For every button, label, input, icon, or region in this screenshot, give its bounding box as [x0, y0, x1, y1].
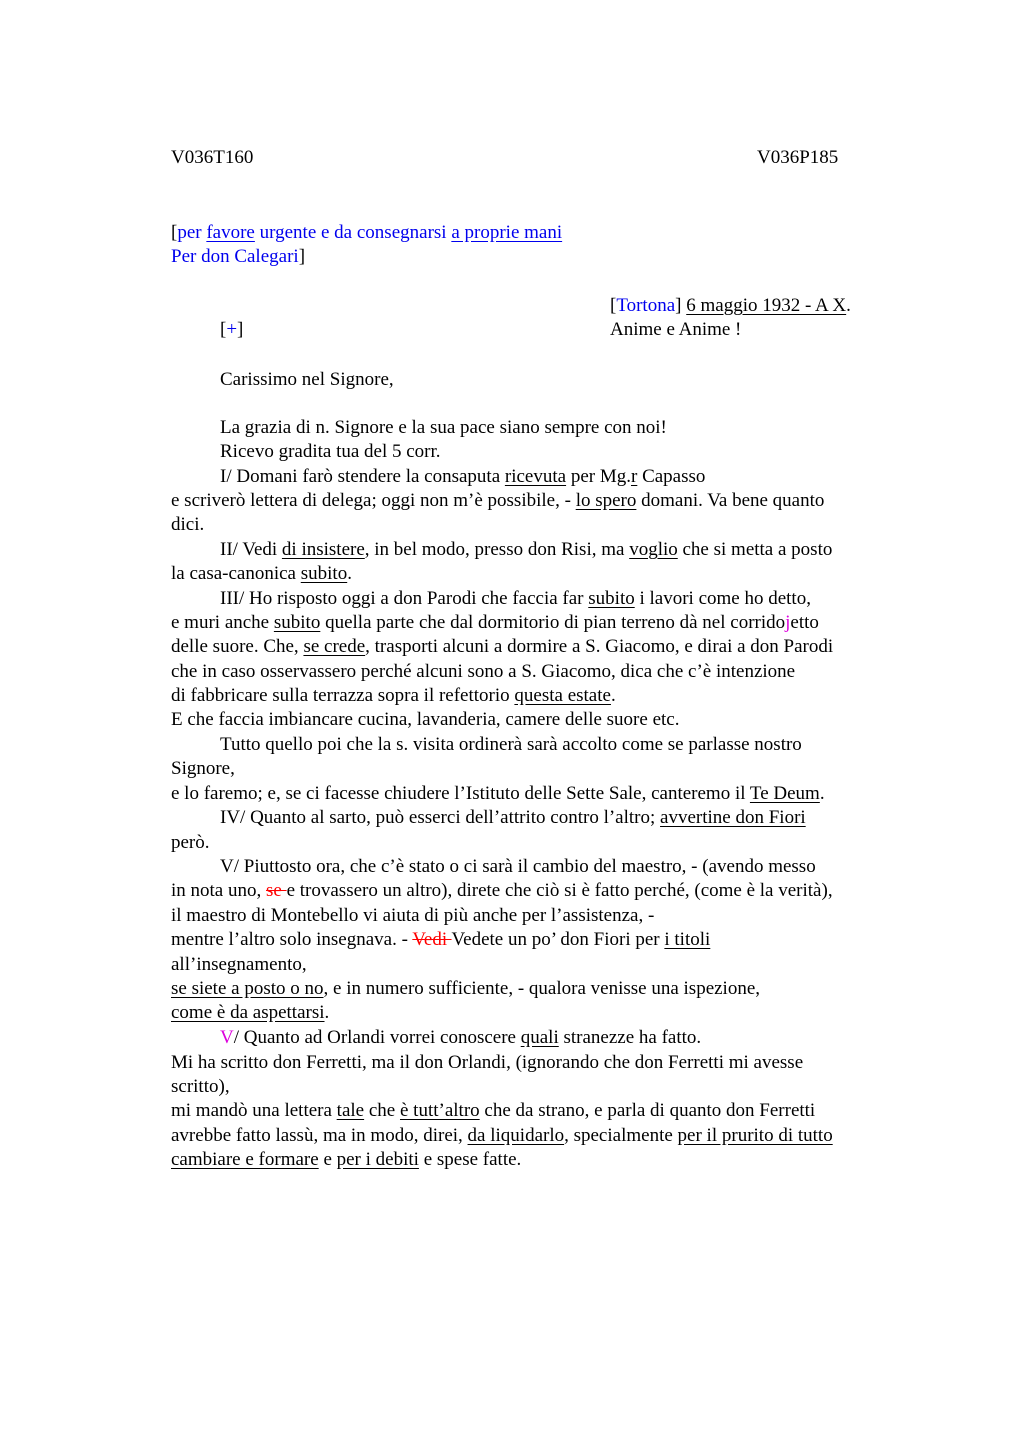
text-run: che da strano, e parla di quanto don Ferretti — [479, 1100, 816, 1121]
text-run: mentre l’altro solo insegnava. - — [171, 929, 413, 950]
underlined-text: avvertine don Fiori — [660, 807, 806, 828]
text-run: Capasso — [637, 466, 706, 487]
text-run: Vedete un po’ don Fiori per — [451, 929, 665, 950]
text-run: la casa-canonica — [171, 563, 301, 584]
salutation: Carissimo nel Signore, — [220, 369, 394, 390]
body-line — [171, 1148, 521, 1172]
place-date — [610, 294, 851, 318]
body-line: Tutto quello poi che la s. visita ordinerà sarà accolto come se parlasse nostro — [220, 734, 802, 755]
body-line — [171, 489, 824, 513]
underlined-text: subito — [588, 588, 635, 609]
cross-icon: + — [226, 319, 238, 340]
text-run: delle suore. Che, — [171, 636, 304, 657]
editorial-text: Per don Calegari — [171, 246, 299, 267]
underlined-text: r — [630, 466, 638, 487]
text-run: i lavori come ho detto, — [634, 588, 811, 609]
text-run: domani. Va bene quanto — [636, 490, 825, 511]
document-code-right: V036P185 — [757, 147, 839, 168]
motto: Anime e Anime ! — [610, 319, 742, 340]
underlined-text: da liquidarlo — [467, 1125, 565, 1146]
body-line — [171, 1001, 329, 1025]
underlined-text: ricevuta — [504, 466, 567, 487]
underlined-text: subito — [300, 563, 348, 584]
text-run: che si metta a posto — [677, 539, 833, 560]
body-line — [171, 879, 833, 903]
text-run: / Quanto ad Orlandi vorrei conoscere — [233, 1027, 521, 1048]
underlined-text: è tutt’altro — [399, 1100, 480, 1121]
text-run: etto — [790, 612, 819, 633]
body-line: La grazia di n. Signore e la sua pace siano sempre con noi! — [220, 417, 667, 438]
bracket: [ — [171, 222, 178, 243]
text-run: e — [318, 1149, 337, 1170]
body-line — [171, 782, 825, 806]
text-run: che — [364, 1100, 400, 1121]
text-run: quella parte che dal dormitorio di pian terreno dà nel corrido — [320, 612, 786, 633]
text-run: di fabbricare sulla terrazza sopra il refettorio — [171, 685, 515, 706]
deleted-text: Vedi — [412, 929, 452, 950]
underlined-text: se siete a posto o no — [171, 978, 324, 999]
body-line: Mi ha scritto don Ferretti, ma il don Orlandi, (ignorando che don Ferretti mi avesse — [171, 1052, 804, 1073]
body-line — [220, 538, 832, 562]
text-run: I/ Domani farò stendere la consaputa — [220, 466, 505, 487]
body-line — [171, 1124, 833, 1148]
text-run: IV/ Quanto al sarto, può esserci dell’attrito contro l’altro; — [220, 807, 661, 828]
body-line — [220, 465, 705, 489]
body-line — [171, 684, 616, 708]
text-run: III/ Ho risposto oggi a don Parodi che faccia far — [220, 588, 589, 609]
address-line-2 — [171, 245, 305, 269]
underlined-text: se crede — [303, 636, 366, 657]
text-run: , trasporti alcuni a dormire a S. Giacomo, e dirai a don Parodi — [365, 636, 834, 657]
underlined-text: per il prurito di tutto — [677, 1125, 833, 1146]
body-line — [171, 1099, 815, 1123]
address-line-1 — [171, 221, 562, 245]
underlined-text: i titoli — [664, 929, 711, 950]
text-run: avrebbe fatto lassù, ma in modo, direi, — [171, 1125, 468, 1146]
body-line: E che faccia imbiancare cucina, lavanderia, camere delle suore etc. — [171, 709, 680, 730]
underlined-text: tale — [336, 1100, 365, 1121]
correction-text: V — [220, 1027, 234, 1048]
body-line — [171, 635, 833, 659]
text-run: , in bel modo, presso don Risi, ma — [364, 539, 630, 560]
body-line — [220, 1026, 701, 1050]
underlined-text: lo spero — [575, 490, 637, 511]
editorial-text: urgente e da consegnarsi — [254, 222, 452, 243]
underlined-text: cambiare e formare — [171, 1149, 319, 1170]
place-name: Tortona — [616, 295, 676, 316]
text-run: , specialmente — [564, 1125, 678, 1146]
editorial-text: per — [177, 222, 207, 243]
body-line: Signore, — [171, 758, 235, 779]
underlined-text: quali — [520, 1027, 559, 1048]
cross-sign — [220, 318, 243, 342]
deleted-text: se — [266, 880, 287, 901]
body-line — [171, 611, 819, 635]
date-period: . — [846, 295, 851, 316]
body-line: scritto), — [171, 1076, 230, 1097]
body-line — [171, 928, 710, 952]
body-line — [171, 562, 352, 586]
letter-date: 6 maggio 1932 - A X — [686, 295, 847, 316]
bracket: ] — [675, 295, 682, 316]
underlined-text: Te Deum — [749, 783, 820, 804]
bracket: [ — [220, 319, 227, 340]
text-run: II/ Vedi — [220, 539, 282, 560]
body-line: Ricevo gradita tua del 5 corr. — [220, 441, 441, 462]
underlined-text: a proprie mani — [451, 222, 563, 243]
text-run: . — [324, 1002, 330, 1023]
text-run: , e in numero sufficiente, - qualora venisse una ispezione, — [323, 978, 761, 999]
body-line — [220, 806, 806, 830]
body-line: che in caso osservassero perché alcuni sono a S. Giacomo, dica che c’è intenzione — [171, 661, 796, 682]
underlined-text: per i debiti — [336, 1149, 419, 1170]
text-run: e muri anche — [171, 612, 274, 633]
underlined-text: voglio — [629, 539, 678, 560]
body-line: dici. — [171, 514, 205, 535]
text-run: e spese fatte. — [418, 1149, 522, 1170]
body-line — [171, 977, 760, 1001]
underlined-text: come è da aspettarsi — [171, 1002, 325, 1023]
body-line — [220, 587, 811, 611]
bracket: ] — [237, 319, 244, 340]
body-line: all’insegnamento, — [171, 954, 307, 975]
underlined-text: questa estate — [514, 685, 611, 706]
text-run: e scriverò lettera di delega; oggi non m’è possibile, - — [171, 490, 576, 511]
text-run: . — [347, 563, 352, 584]
text-run: . — [610, 685, 616, 706]
body-line: però. — [171, 832, 210, 853]
bracket: [ — [610, 295, 617, 316]
document-code-left: V036T160 — [171, 147, 254, 168]
text-run: mi mandò una lettera — [171, 1100, 337, 1121]
underlined-text: favore — [206, 222, 255, 243]
text-run: e trovassero un altro), direte che ciò si è fatto perché, (come è la verità), — [286, 880, 833, 901]
underlined-text: subito — [273, 612, 321, 633]
bracket: ] — [298, 246, 306, 267]
body-line: V/ Piuttosto ora, che c’è stato o ci sarà il cambio del maestro, - (avendo messo — [220, 856, 816, 877]
text-run: stranezze ha fatto. — [558, 1027, 702, 1048]
text-run: e lo faremo; e, se ci facesse chiudere l’Istituto delle Sette Sale, canteremo il — [171, 783, 750, 804]
underlined-text: di insistere — [281, 539, 365, 560]
text-run: per Mg. — [566, 466, 631, 487]
text-run: . — [819, 783, 825, 804]
body-line: il maestro di Montebello vi aiuta di più anche per l’assistenza, - — [171, 905, 655, 926]
text-run: in nota uno, — [171, 880, 266, 901]
correction-text: j — [785, 612, 791, 633]
